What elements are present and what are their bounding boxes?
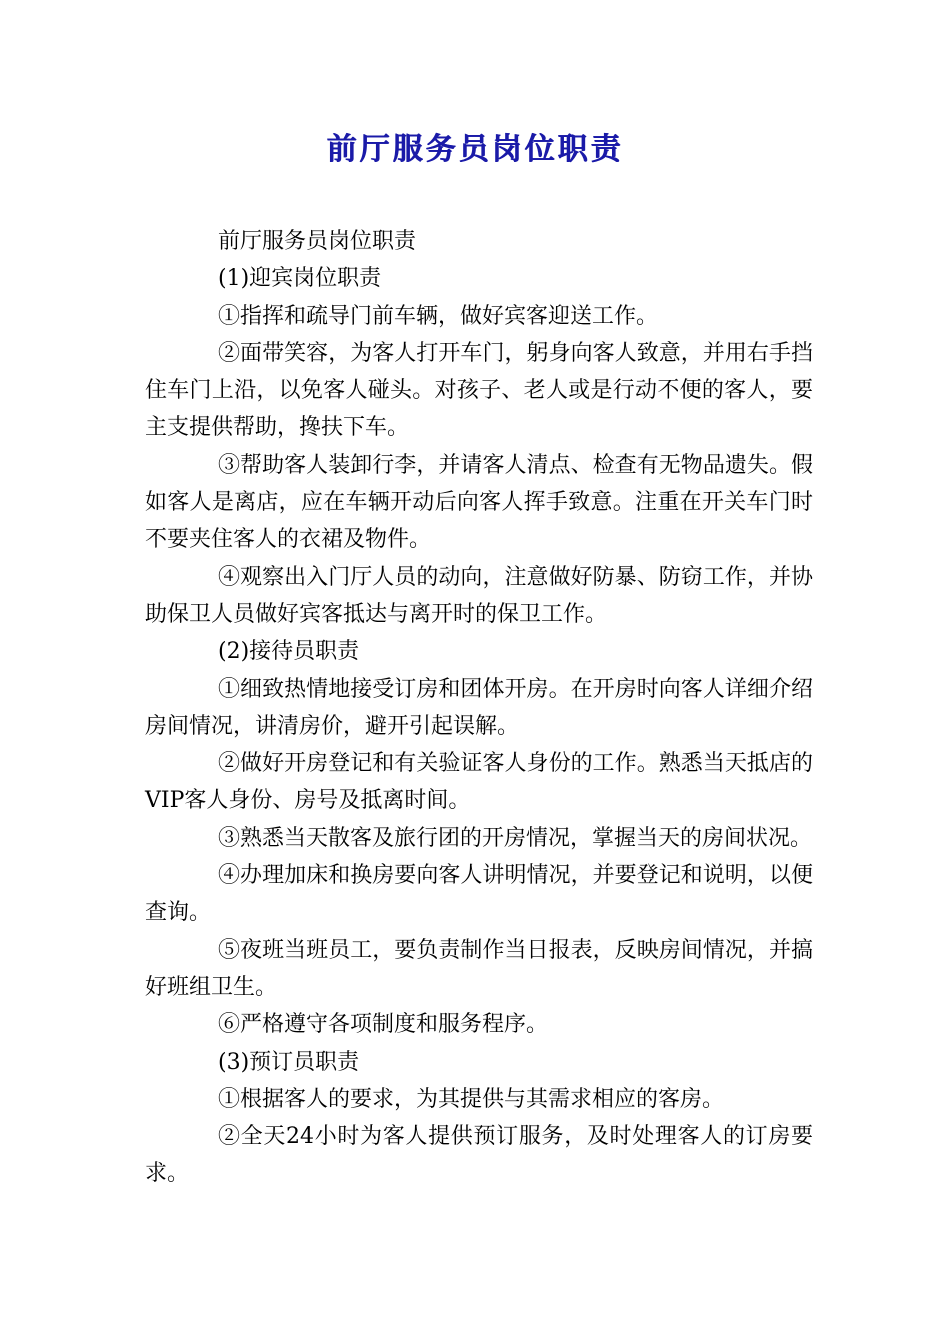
section-heading-reservation: (3)预订员职责: [218, 1049, 360, 1075]
paragraph-heading: 前厅服务员岗位职责: [218, 229, 417, 254]
paragraph: ①细致热情地接受订房和团体开房。在开房时向客人详细介绍房间情况，讲清房价，避开引起误解。: [145, 676, 813, 739]
section-heading-receptionist: (2)接待员职责: [218, 639, 360, 665]
paragraph: ④办理加床和换房要向客人讲明情况，并要登记和说明，以便查询。: [145, 863, 813, 926]
paragraph: ②全天24小时为客人提供预订服务，及时处理客人的订房要求。: [145, 1124, 813, 1187]
paragraph: ②做好开房登记和有关验证客人身份的工作。熟悉当天抵店的VIP客人身份、房号及抵离时间。: [145, 751, 813, 814]
document-body: [145, 223, 813, 1193]
paragraph: ①指挥和疏导门前车辆，做好宾客迎送工作。: [218, 303, 659, 329]
paragraph: ②面带笑容，为客人打开车门，躬身向客人致意，并用右手挡住车门上沿，以免客人碰头。对孩子、老人或是行动不便的客人，要主支提供帮助，搀扶下车。: [145, 340, 813, 441]
document-title: 前厅服务员岗位职责: [326, 132, 624, 167]
paragraph: ③帮助客人装卸行李，并请客人清点、检查有无物品遗失。假如客人是离店，应在车辆开动后向客人挥手致意。注重在开关车门时不要夹住客人的衣裙及物件。: [145, 452, 813, 553]
paragraph: ④观察出入门厅人员的动向，注意做好防暴、防窃工作，并协助保卫人员做好宾客抵达与离开时的保卫工作。: [145, 564, 813, 627]
paragraph: ⑥严格遵守各项制度和服务程序。: [218, 1012, 549, 1038]
paragraph: ⑤夜班当班员工，要负责制作当日报表，反映房间情况，并搞好班组卫生。: [145, 937, 813, 1000]
paragraph: ③熟悉当天散客及旅行团的开房情况，掌握当天的房间状况。: [218, 825, 813, 851]
paragraph: ①根据客人的要求，为其提供与其需求相应的客房。: [218, 1086, 725, 1112]
section-heading-greeter: (1)迎宾岗位职责: [218, 266, 382, 292]
